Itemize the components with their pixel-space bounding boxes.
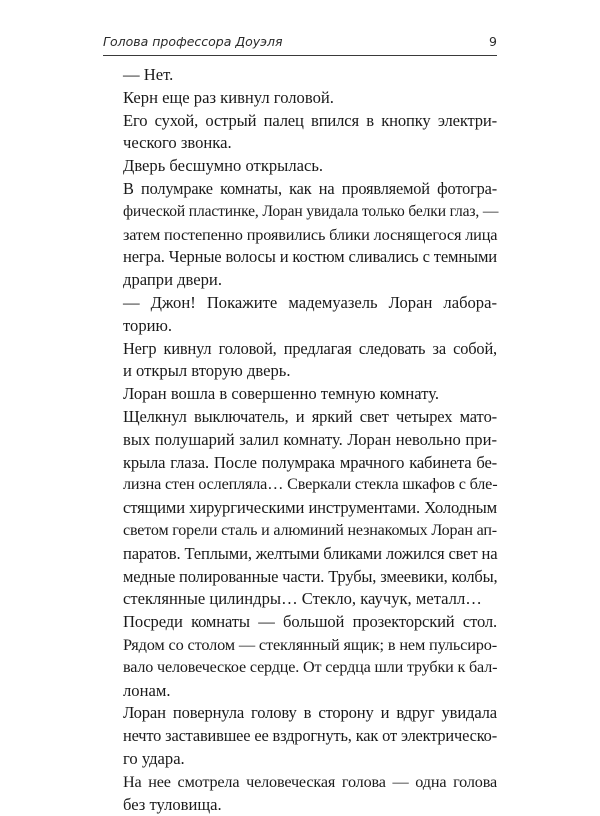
paragraph	[103, 110, 497, 156]
paragraph	[103, 383, 497, 406]
text-line: Его сухой, острый палец впился в кнопку электри-	[103, 110, 497, 133]
text-line: стеклянные цилиндры… Стекло, каучук, металл…	[103, 588, 497, 611]
text-line: паратов. Теплыми, желтыми бликами ложился свет на	[103, 543, 497, 566]
text-line: нечто заставившее ее вздрогнуть, как от электрическо-	[103, 725, 497, 748]
header-rule	[103, 55, 497, 56]
text-line: — Джон! Покажите мадемуазель Лоран лабора-	[103, 292, 497, 315]
page-number: 9	[489, 34, 497, 49]
text-line: медные полированные части. Трубы, змеевики, колбы,	[103, 566, 497, 589]
text-line: На нее смотрела человеческая голова — одна голова	[103, 771, 497, 794]
text-line: затем постепенно проявились блики лоснящегося лица	[103, 224, 497, 247]
text-line: Посреди комнаты — большой прозекторский стол.	[103, 611, 497, 634]
paragraph	[103, 611, 497, 702]
text-line: драпри двери.	[103, 269, 497, 292]
text-line: светом горели сталь и алюминий незнакомых Лоран ап-	[103, 520, 497, 543]
text-line: негра. Черные волосы и костюм сливались с темными	[103, 246, 497, 269]
paragraph	[103, 64, 497, 87]
text-line: Негр кивнул головой, предлагая следовать за собой,	[103, 338, 497, 361]
text-line: лонам.	[103, 680, 497, 703]
paragraph	[103, 155, 497, 178]
text-line: лизна стен ослепляла… Сверкали стекла шкафов с бле-	[103, 474, 497, 497]
text-line: без туловища.	[103, 794, 497, 816]
paragraph	[103, 406, 497, 611]
text-line: стящими хирургическими инструментами. Холодным	[103, 497, 497, 520]
body-text	[103, 64, 497, 816]
paragraph	[103, 702, 497, 770]
paragraph	[103, 178, 497, 292]
paragraph	[103, 771, 497, 816]
paragraph	[103, 338, 497, 384]
text-line: Лоран вошла в совершенно темную комнату.	[103, 383, 497, 406]
text-line: вало человеческое сердце. От сердца шли трубки к бал-	[103, 657, 497, 680]
text-line: и открыл вторую дверь.	[103, 360, 497, 383]
text-line: Щелкнул выключатель, и яркий свет четырех матo-	[103, 406, 497, 429]
text-line: — Нет.	[103, 64, 497, 87]
running-head	[103, 34, 497, 54]
text-line: вых полушарий залил комнату. Лоран невольно при-	[103, 429, 497, 452]
paragraph	[103, 292, 497, 338]
text-line: Дверь бесшумно открылась.	[103, 155, 497, 178]
text-line: Керн еще раз кивнул головой.	[103, 87, 497, 110]
text-line: го удара.	[103, 748, 497, 771]
text-line: крыла глаза. После полумрака мрачного кабинета бе-	[103, 452, 497, 475]
text-line: Рядом со столом — стеклянный ящик; в нем пульсиро-	[103, 634, 497, 657]
text-line: В полумраке комнаты, как на проявляемой фотогра-	[103, 178, 497, 201]
text-line: ческого звонка.	[103, 132, 497, 155]
text-line: фической пластинке, Лоран увидала только белки глаз, —	[103, 201, 497, 224]
text-line: Лоран повернула голову в сторону и вдруг увидала	[103, 702, 497, 725]
text-line: торию.	[103, 315, 497, 338]
running-title: Голова профессора Доуэля	[103, 34, 283, 49]
paragraph	[103, 87, 497, 110]
